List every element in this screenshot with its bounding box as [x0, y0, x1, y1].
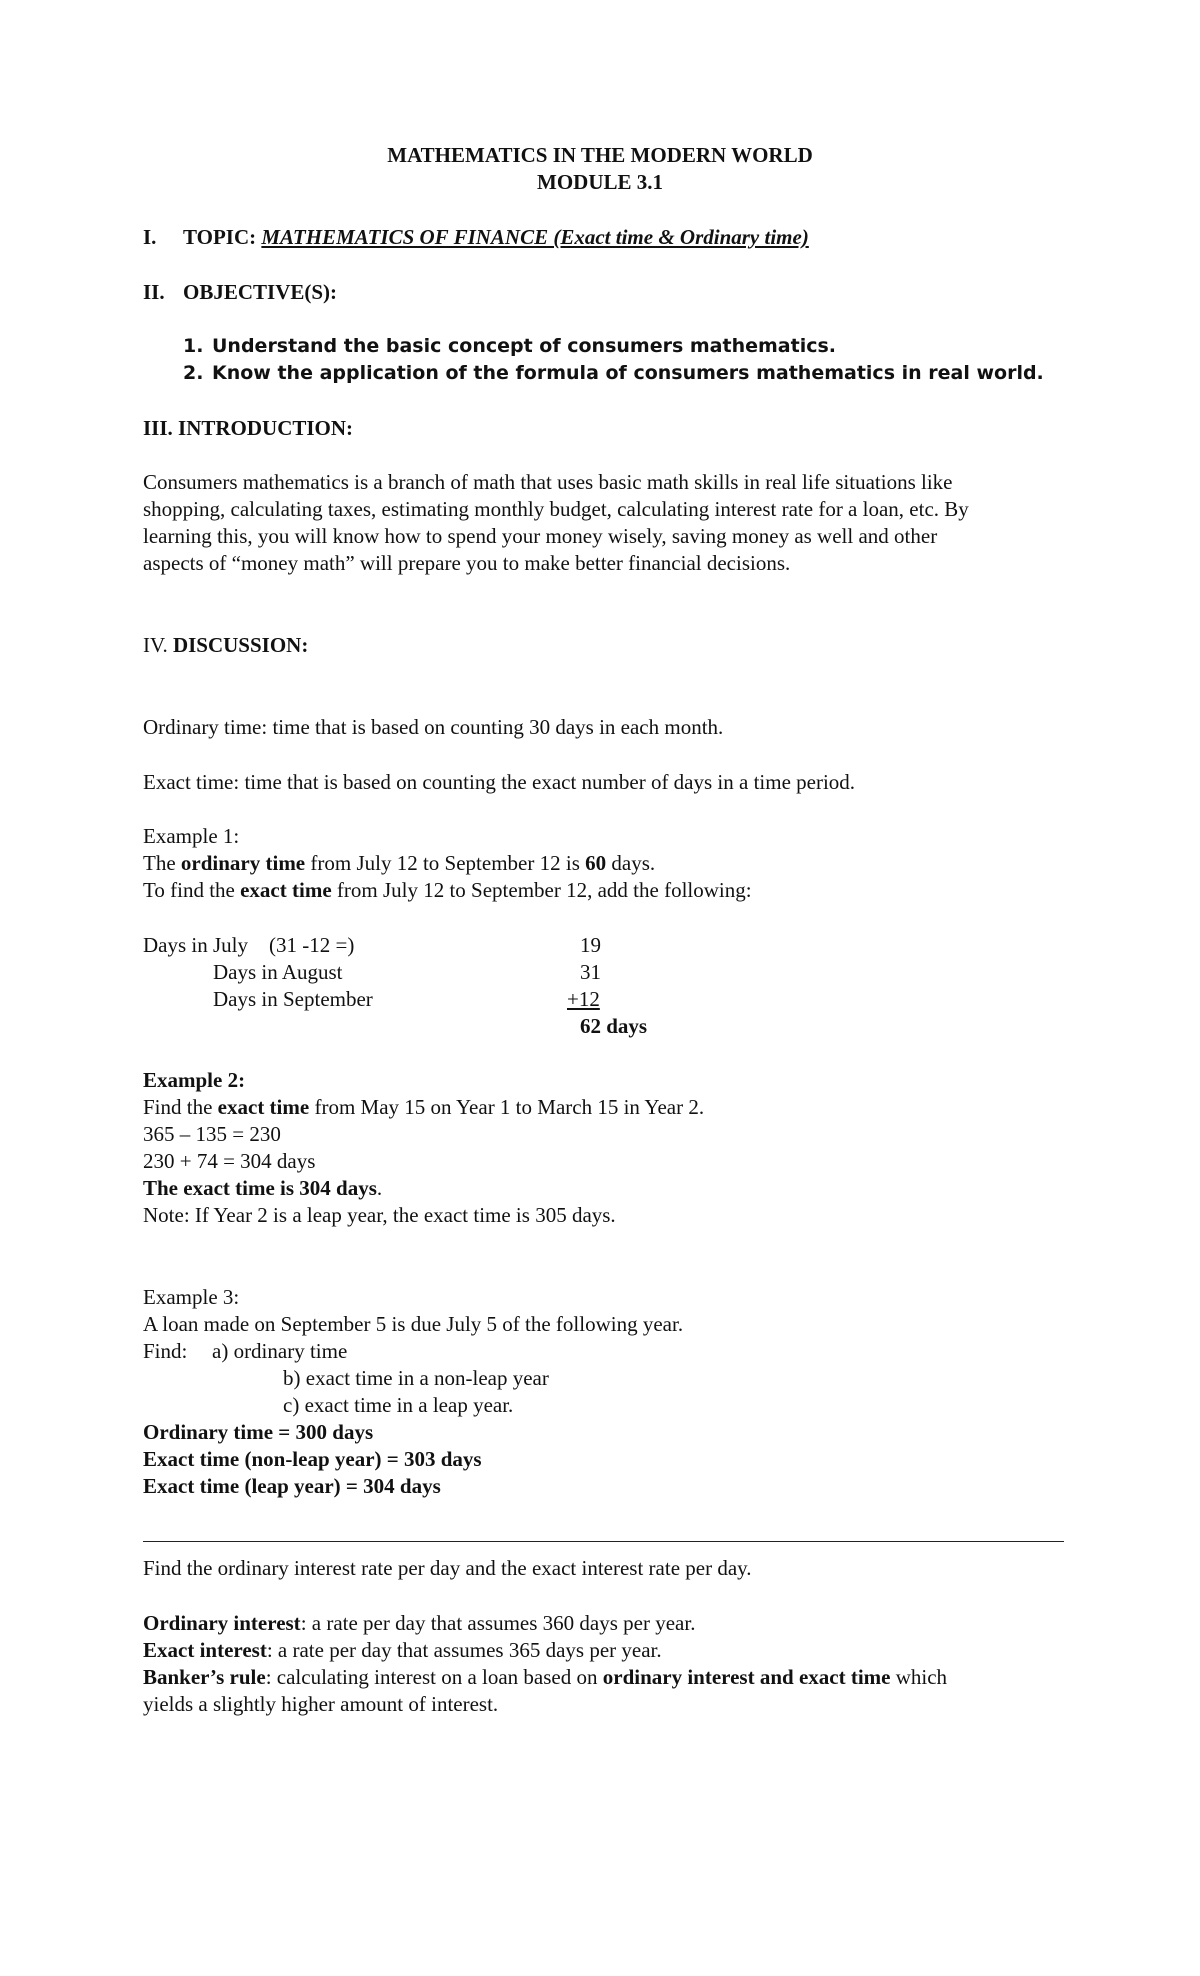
example1-l1-bold: ordinary time [180, 851, 306, 875]
example1-l1-bold2: 60 [585, 851, 607, 875]
topic-value: MATHEMATICS OF FINANCE (Exact time & Ordinary time) [261, 225, 809, 249]
example2-l1-bold: exact time [217, 1095, 310, 1119]
example1-l1-pre: The [143, 851, 181, 875]
objective-item-2-num: 2. [183, 362, 204, 384]
topic-label: TOPIC: [183, 225, 257, 249]
example1-row-value: +12 [567, 987, 600, 1011]
document-title: MATHEMATICS IN THE MODERN WORLD [387, 143, 813, 167]
topic-heading [183, 224, 809, 251]
exact-interest-text: : a rate per day that assumes 365 days per year. [266, 1638, 662, 1662]
example1-row-value: 19 [580, 933, 601, 957]
bankers-rule-definition [143, 1664, 947, 1691]
example1-row-label: Days in September [213, 987, 373, 1011]
exact-interest-definition [143, 1637, 662, 1664]
example1-row-value: 31 [580, 960, 601, 984]
example3-statement: A loan made on September 5 is due July 5 of the following year. [143, 1312, 684, 1336]
discussion-numeral: IV. [143, 633, 168, 657]
example2-answer [143, 1175, 382, 1202]
intro-line-2: shopping, calculating taxes, estimating monthly budget, calculating interest rate for a loan, etc. By [143, 497, 969, 521]
bankers-rule-bold: ordinary interest and exact time [602, 1665, 891, 1689]
intro-line-3: learning this, you will know how to spend your money wisely, saving money as well and other [143, 524, 938, 548]
example2-l1-post: from May 15 on Year 1 to March 15 in Year 2. [309, 1095, 705, 1119]
example2-title: Example 2: [143, 1068, 246, 1092]
example3-answer-nonleap: Exact time (non-leap year) = 303 days [143, 1447, 482, 1471]
example3-find-label: Find: [143, 1339, 188, 1363]
example1-l1-post: days. [606, 851, 656, 875]
ordinary-interest-term: Ordinary interest [143, 1611, 301, 1635]
example3-part-c: c) exact time in a leap year. [283, 1393, 514, 1417]
objectives-heading: OBJECTIVE(S): [183, 280, 338, 304]
ordinary-interest-text: : a rate per day that assumes 360 days per year. [300, 1611, 696, 1635]
section-divider [143, 1541, 1064, 1542]
example1-row-label: Days in July (31 -12 =) [143, 933, 355, 957]
example2-l1-pre: Find the [143, 1095, 218, 1119]
example1-l2-pre: To find the [143, 878, 241, 902]
example2-answer-end: . [376, 1176, 383, 1200]
discussion-heading [143, 632, 308, 659]
example3-part-a: a) ordinary time [212, 1339, 348, 1363]
ordinary-time-definition: Ordinary time: time that is based on counting 30 days in each month. [143, 715, 724, 739]
objective-item-2: Know the application of the formula of consumers mathematics in real world. [212, 362, 1044, 384]
example2-line-1 [143, 1094, 704, 1121]
example2-note: Note: If Year 2 is a leap year, the exact time is 305 days. [143, 1203, 616, 1227]
example3-title: Example 3: [143, 1285, 240, 1309]
example1-total: 62 days [580, 1014, 648, 1038]
objectives-numeral: II. [143, 280, 165, 304]
example1-line-2 [143, 877, 752, 904]
module-number: MODULE 3.1 [537, 170, 663, 194]
example2-calc-2: 230 + 74 = 304 days [143, 1149, 316, 1173]
introduction-heading: III. INTRODUCTION: [143, 416, 354, 440]
discussion-label: DISCUSSION: [172, 633, 309, 657]
example1-l1-mid: from July 12 to September 12 is [305, 851, 586, 875]
example2-calc-1: 365 – 135 = 230 [143, 1122, 281, 1146]
bankers-rule-term: Banker’s rule [143, 1665, 266, 1689]
exact-time-definition: Exact time: time that is based on counting the exact number of days in a time period. [143, 770, 856, 794]
intro-line-1: Consumers mathematics is a branch of math that uses basic math skills in real life situations like [143, 470, 953, 494]
example3-answer-leap: Exact time (leap year) = 304 days [143, 1474, 441, 1498]
example1-row-label: Days in August [213, 960, 343, 984]
interest-prompt: Find the ordinary interest rate per day and the exact interest rate per day. [143, 1556, 752, 1580]
objective-item-1-num: 1. [183, 335, 204, 357]
bankers-rule-text-post: which [890, 1665, 948, 1689]
topic-numeral: I. [143, 225, 157, 249]
exact-interest-term: Exact interest [143, 1638, 267, 1662]
ordinary-interest-definition [143, 1610, 695, 1637]
intro-line-4: aspects of “money math” will prepare you to make better financial decisions. [143, 551, 791, 575]
example1-l2-bold: exact time [240, 878, 332, 902]
example1-l2-post: from July 12 to September 12, add the following: [331, 878, 752, 902]
bankers-rule-text-pre: : calculating interest on a loan based on [265, 1665, 603, 1689]
example2-answer-text: The exact time is 304 days [143, 1176, 377, 1200]
objective-item-1: Understand the basic concept of consumers mathematics. [212, 335, 836, 357]
bankers-rule-line-2: yields a slightly higher amount of interest. [143, 1692, 499, 1716]
example1-title: Example 1: [143, 824, 240, 848]
example3-answer-ordinary: Ordinary time = 300 days [143, 1420, 374, 1444]
example1-line-1 [143, 850, 655, 877]
example3-part-b: b) exact time in a non-leap year [283, 1366, 549, 1390]
